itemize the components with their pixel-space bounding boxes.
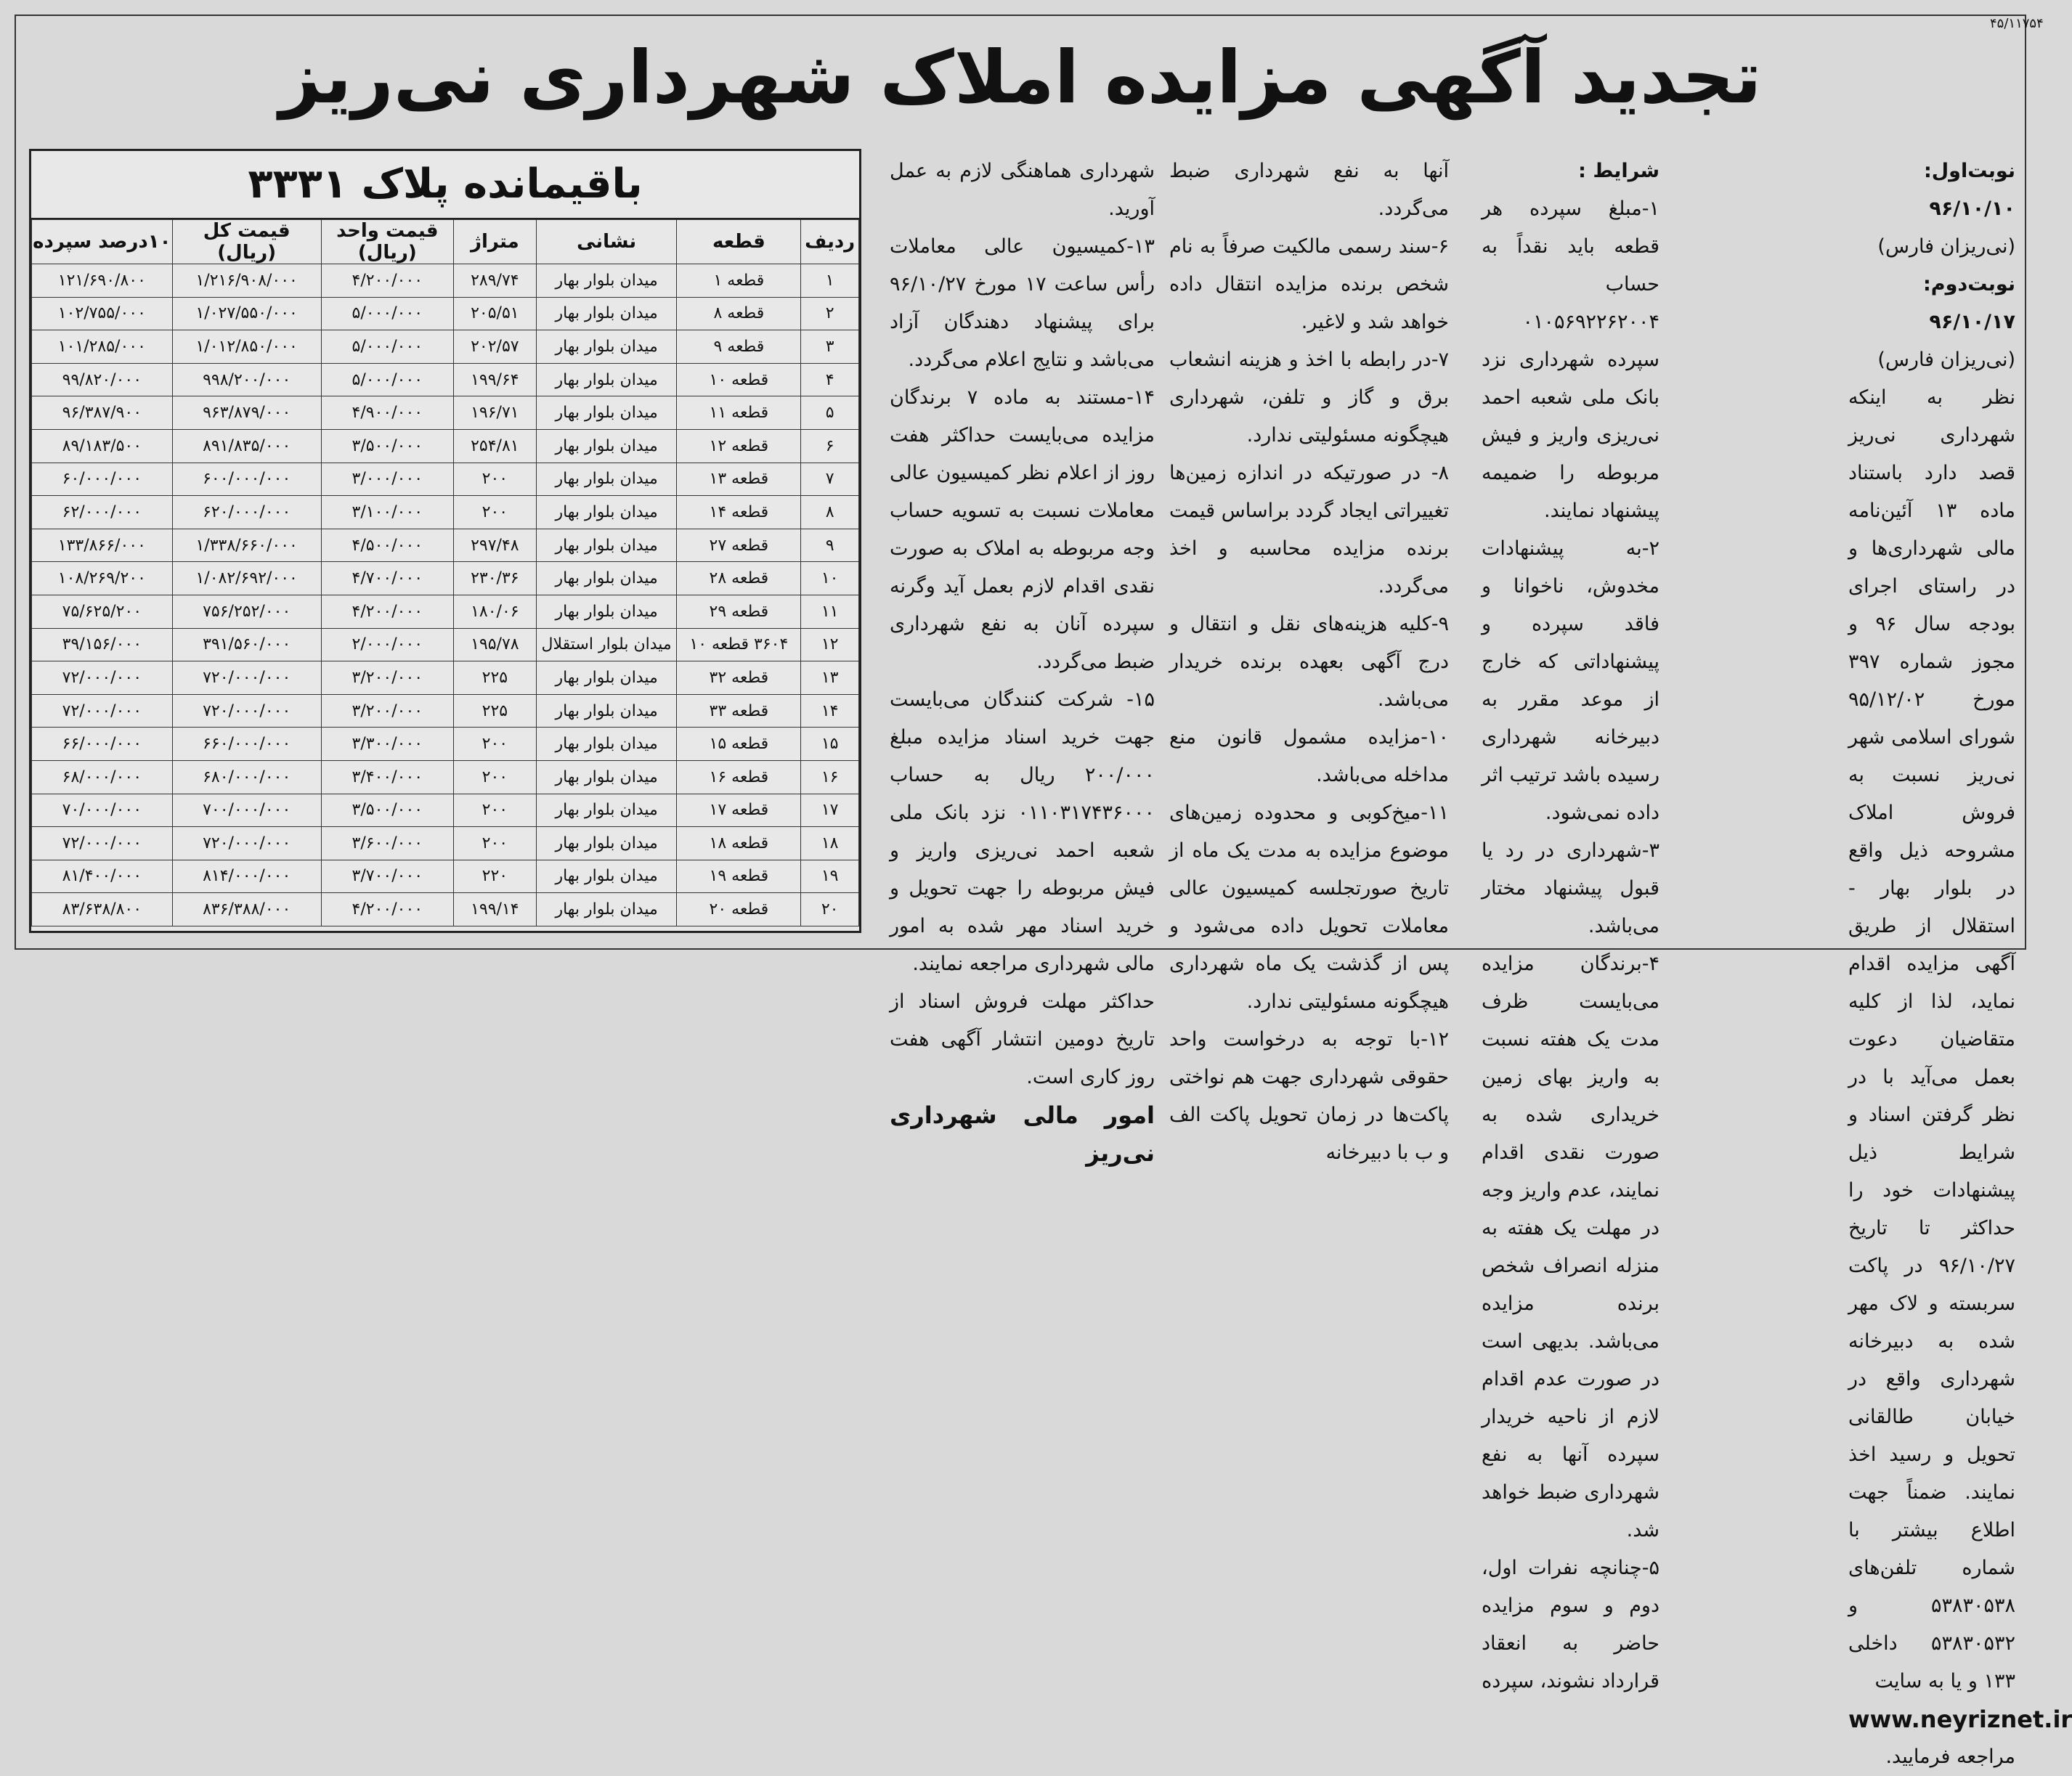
cell-total-price: ۷۲۰/۰۰۰/۰۰۰ (172, 827, 321, 860)
condition-15: ۱۵- شرکت کنندگان می‌بایست جهت خرید اسناد مزایده مبلغ ۲۰۰/۰۰۰ ریال به حساب ۰۱۱۰۳۱۷۴۳۶۰۰۰ نزد بانک ملی شعبه احمد نی‌ریزی واریز و فیش مربوطه را جهت تحویل و خرید اسناد مهر شده به امور مالی شهرداری مراجعه نمایند. (890, 688, 1155, 975)
cell-row-number: ۲ (801, 297, 859, 330)
table-row (32, 860, 859, 893)
cell-address: میدان بلوار بهار (536, 794, 677, 827)
cell-total-price: ۱/۰۸۲/۶۹۲/۰۰۰ (172, 562, 321, 595)
cell-total-price: ۷۰۰/۰۰۰/۰۰۰ (172, 794, 321, 827)
table-body (32, 264, 859, 926)
first-publisher: (نی‌ریزان فارس) (1877, 235, 2015, 258)
cell-deposit: ۹۹/۸۲۰/۰۰۰ (32, 363, 173, 396)
cell-row-number: ۶ (801, 429, 859, 463)
condition-10: ۱۰-مزایده مشمول قانون منع مداخله می‌باشد. (1169, 726, 1449, 786)
table-row (32, 694, 859, 728)
cell-unit-price: ۳/۵۰۰/۰۰۰ (321, 429, 453, 463)
cell-deposit: ۱۲۱/۶۹۰/۸۰۰ (32, 264, 173, 298)
condition-5: ۵-چنانچه نفرات اول، دوم و سوم مزایده حاضر به انعقاد قرارداد نشوند، سپرده (1482, 1557, 1659, 1693)
table-row (32, 760, 859, 794)
cell-parcel: قطعه ۲۷ (677, 529, 801, 562)
condition-4: ۴-برندگان مزایده می‌بایست ظرف مدت یک هفته نسبت به واریز بهای زمین خریداری شده به صورت نقدی اقدام نمایند، عدم واریز وجه در مهلت یک هفته به منزله انصراف شخص برنده مزایده می‌باشد. بدیهی است در صورت عدم اقدام لازم از ناحیه خریدار سپرده آنها به نفع شهرداری ضبط خواهد شد. (1482, 953, 1659, 1541)
cell-parcel: قطعه ۱۸ (677, 827, 801, 860)
cell-unit-price: ۳/۶۰۰/۰۰۰ (321, 827, 453, 860)
header-deposit: ۱۰درصد سپرده (32, 220, 173, 264)
cell-area: ۲۸۹/۷۴ (453, 264, 536, 298)
column-conditions-2 (1169, 152, 1449, 1172)
first-publication: نوبت‌اول: ۹۶/۱۰/۱۰ (1923, 160, 2015, 220)
table-row (32, 562, 859, 595)
header-parcel: قطعه (677, 220, 801, 264)
condition-12-cont: شهرداری هماهنگی لازم به عمل آورید. (890, 160, 1155, 220)
intro-paragraph: نظر به اینکه شهرداری نی‌ریز قصد دارد باستناد ماده ۱۳ آئین‌نامه مالی شهرداری‌ها و در راستای اجرای بودجه سال ۹۶ و مجوز شماره ۳۹۷ مورخ ۹۵/۱۲/۰۲ شورای اسلامی شهر نی‌ریز نسبت به فروش املاک مشروحه ذیل واقع در بلوار بهار - استقلال از طریق آگهی مزایده اقدام نماید، لذا از کلیه متقاضیان دعوت بعمل می‌آید با در نظر گرفتن اسناد و شرایط ذیل پیشنهادات خود را حداکثر تا تاریخ ۹۶/۱۰/۲۷ در پاکت سربسته و لاک مهر شده به دبیرخانه شهرداری واقع در خیابان طالقانی تحویل و رسید اخذ نمایند. ضمناً جهت اطلاع بیشتر با شماره تلفن‌های ۵۳۸۳۰۵۳۸ و ۵۳۸۳۰۵۳۲ داخلی ۱۳۳ و یا به سایت (1848, 386, 2015, 1693)
cell-address: میدان بلوار بهار (536, 728, 677, 761)
intro-closing: مراجعه فرمایید. (1885, 1746, 2015, 1768)
condition-6: ۶-سند رسمی مالکیت صرفاً به نام شخص برنده مزایده انتقال داده خواهد شد و لاغیر. (1169, 235, 1449, 333)
cell-total-price: ۳۹۱/۵۶۰/۰۰۰ (172, 628, 321, 661)
table-row (32, 396, 859, 430)
condition-1: ۱-مبلغ سپرده هر قطعه باید نقداً به حساب ۰۱۰۵۶۹۲۲۶۲۰۰۴ سپرده شهرداری نزد بانک ملی شعبه احمد نی‌ریزی واریز و فیش مربوطه را ضمیمه پیشنهاد نمایند. (1482, 197, 1659, 522)
cell-address: میدان بلوار بهار (536, 893, 677, 926)
notice-title: تجدید آگهی مزایده املاک شهرداری نی‌ریز (279, 35, 1762, 120)
cell-area: ۲۲۵ (453, 661, 536, 695)
document-deadline: حداکثر مهلت فروش اسناد از تاریخ دومین انتشار آگهی هفت روز کاری است. (890, 990, 1155, 1088)
parcels-table-box (29, 149, 861, 933)
cell-area: ۱۹۵/۷۸ (453, 628, 536, 661)
cell-parcel: قطعه ۱۶ (677, 760, 801, 794)
cell-row-number: ۵ (801, 396, 859, 430)
cell-area: ۲۰۰ (453, 794, 536, 827)
cell-unit-price: ۳/۲۰۰/۰۰۰ (321, 661, 453, 695)
cell-total-price: ۶۰۰/۰۰۰/۰۰۰ (172, 463, 321, 496)
cell-row-number: ۱۲ (801, 628, 859, 661)
cell-area: ۱۹۹/۱۴ (453, 893, 536, 926)
cell-deposit: ۸۳/۶۳۸/۸۰۰ (32, 893, 173, 926)
table-row (32, 893, 859, 926)
cell-row-number: ۱۹ (801, 860, 859, 893)
cell-parcel: قطعه ۱۳ (677, 463, 801, 496)
conditions-heading: شرایط : (1578, 160, 1659, 182)
cell-deposit: ۱۰۱/۲۸۵/۰۰۰ (32, 330, 173, 364)
cell-parcel: قطعه ۲۹ (677, 595, 801, 628)
cell-row-number: ۷ (801, 463, 859, 496)
cell-parcel: قطعه ۱ (677, 264, 801, 298)
cell-area: ۲۰۰ (453, 463, 536, 496)
cell-unit-price: ۳/۲۰۰/۰۰۰ (321, 694, 453, 728)
cell-area: ۲۰۰ (453, 760, 536, 794)
cell-address: میدان بلوار بهار (536, 694, 677, 728)
header-unit-price: قیمت واحد (ریال) (321, 220, 453, 264)
column-conditions-1 (1482, 152, 1659, 1700)
cell-row-number: ۸ (801, 496, 859, 529)
cell-total-price: ۷۲۰/۰۰۰/۰۰۰ (172, 694, 321, 728)
cell-row-number: ۱۰ (801, 562, 859, 595)
second-publisher: (نی‌ریزان فارس) (1877, 349, 2015, 371)
cell-area: ۲۰۲/۵۷ (453, 330, 536, 364)
table-row (32, 728, 859, 761)
cell-address: میدان بلوار بهار (536, 760, 677, 794)
header-area: متراژ (453, 220, 536, 264)
cell-deposit: ۷۲/۰۰۰/۰۰۰ (32, 661, 173, 695)
cell-deposit: ۹۶/۳۸۷/۹۰۰ (32, 396, 173, 430)
condition-9: ۹-کلیه هزینه‌های نقل و انتقال و درج آگهی بعهده برنده خریدار می‌باشد. (1169, 613, 1449, 711)
cell-row-number: ۱۳ (801, 661, 859, 695)
cell-parcel: قطعه ۱۴ (677, 496, 801, 529)
cell-unit-price: ۴/۲۰۰/۰۰۰ (321, 264, 453, 298)
cell-total-price: ۶۲۰/۰۰۰/۰۰۰ (172, 496, 321, 529)
cell-address: میدان بلوار بهار (536, 363, 677, 396)
cell-address: میدان بلوار بهار (536, 496, 677, 529)
cell-total-price: ۱/۳۳۸/۶۶۰/۰۰۰ (172, 529, 321, 562)
table-row (32, 827, 859, 860)
cell-parcel: قطعه ۲۰ (677, 893, 801, 926)
cell-area: ۲۵۴/۸۱ (453, 429, 536, 463)
cell-unit-price: ۳/۰۰۰/۰۰۰ (321, 463, 453, 496)
cell-address: میدان بلوار بهار (536, 297, 677, 330)
cell-row-number: ۴ (801, 363, 859, 396)
column-conditions-3 (890, 152, 1155, 1172)
table-header-row (32, 220, 859, 264)
cell-parcel: قطعه ۹ (677, 330, 801, 364)
second-publication: نوبت‌دوم: ۹۶/۱۰/۱۷ (1922, 273, 2015, 333)
cell-total-price: ۷۵۶/۲۵۲/۰۰۰ (172, 595, 321, 628)
cell-deposit: ۶۸/۰۰۰/۰۰۰ (32, 760, 173, 794)
cell-total-price: ۸۹۱/۸۳۵/۰۰۰ (172, 429, 321, 463)
cell-unit-price: ۳/۴۰۰/۰۰۰ (321, 760, 453, 794)
cell-address: میدان بلوار استقلال (536, 628, 677, 661)
cell-row-number: ۱۷ (801, 794, 859, 827)
cell-address: میدان بلوار بهار (536, 661, 677, 695)
cell-total-price: ۱/۲۱۶/۹۰۸/۰۰۰ (172, 264, 321, 298)
cell-parcel: قطعه ۱۷ (677, 794, 801, 827)
cell-address: میدان بلوار بهار (536, 827, 677, 860)
header-row-number: ردیف (801, 220, 859, 264)
condition-3: ۳-شهرداری در رد یا قبول پیشنهاد مختار می‌باشد. (1482, 839, 1659, 937)
cell-total-price: ۷۲۰/۰۰۰/۰۰۰ (172, 661, 321, 695)
table-row (32, 264, 859, 298)
table-row (32, 661, 859, 695)
cell-area: ۲۲۰ (453, 860, 536, 893)
cell-deposit: ۳۹/۱۵۶/۰۰۰ (32, 628, 173, 661)
condition-5-cont: آنها به نفع شهرداری ضبط می‌گردد. (1169, 160, 1449, 220)
table-row (32, 496, 859, 529)
cell-area: ۲۹۷/۴۸ (453, 529, 536, 562)
cell-address: میدان بلوار بهار (536, 463, 677, 496)
cell-unit-price: ۴/۲۰۰/۰۰۰ (321, 893, 453, 926)
cell-deposit: ۸۹/۱۸۳/۵۰۰ (32, 429, 173, 463)
cell-area: ۱۸۰/۰۶ (453, 595, 536, 628)
cell-address: میدان بلوار بهار (536, 330, 677, 364)
cell-deposit: ۶۶/۰۰۰/۰۰۰ (32, 728, 173, 761)
notice-id: ۴۵/۱۱۷۵۴ (1990, 16, 2044, 31)
cell-area: ۲۰۵/۵۱ (453, 297, 536, 330)
cell-unit-price: ۴/۵۰۰/۰۰۰ (321, 529, 453, 562)
cell-total-price: ۱/۰۲۷/۵۵۰/۰۰۰ (172, 297, 321, 330)
cell-area: ۲۰۰ (453, 728, 536, 761)
cell-parcel: قطعه ۱۱ (677, 396, 801, 430)
cell-row-number: ۳ (801, 330, 859, 364)
cell-deposit: ۶۰/۰۰۰/۰۰۰ (32, 463, 173, 496)
cell-total-price: ۶۸۰/۰۰۰/۰۰۰ (172, 760, 321, 794)
cell-parcel: قطعه ۱۵ (677, 728, 801, 761)
cell-parcel: قطعه ۱۲ (677, 429, 801, 463)
condition-13: ۱۳-کمیسیون عالی معاملات رأس ساعت ۱۷ مورخ ۹۶/۱۰/۲۷ برای پیشنهاد دهندگان آزاد می‌باشد و نتایج اعلام می‌گردد. (890, 235, 1155, 371)
cell-area: ۲۳۰/۳۶ (453, 562, 536, 595)
cell-total-price: ۹۹۸/۲۰۰/۰۰۰ (172, 363, 321, 396)
cell-address: میدان بلوار بهار (536, 595, 677, 628)
table-row (32, 529, 859, 562)
table-title: باقیمانده پلاک ۳۳۳۱ (31, 151, 859, 219)
cell-row-number: ۱۴ (801, 694, 859, 728)
table-row (32, 429, 859, 463)
cell-total-price: ۹۶۳/۸۷۹/۰۰۰ (172, 396, 321, 430)
table-row (32, 330, 859, 364)
parcels-table (31, 219, 859, 926)
cell-area: ۲۲۵ (453, 694, 536, 728)
cell-total-price: ۸۱۴/۰۰۰/۰۰۰ (172, 860, 321, 893)
cell-parcel: قطعه ۳۳ (677, 694, 801, 728)
cell-address: میدان بلوار بهار (536, 529, 677, 562)
cell-parcel: ۳۶۰۴ قطعه ۱۰ (677, 628, 801, 661)
condition-12: ۱۲-با توجه به درخواست واحد حقوقی شهرداری جهت هم نواختی پاکت‌ها در زمان تحویل پاکت الف و ب با دبیرخانه (1169, 1028, 1449, 1164)
cell-address: میدان بلوار بهار (536, 396, 677, 430)
cell-unit-price: ۳/۵۰۰/۰۰۰ (321, 794, 453, 827)
table-row (32, 628, 859, 661)
cell-unit-price: ۳/۱۰۰/۰۰۰ (321, 496, 453, 529)
cell-row-number: ۱ (801, 264, 859, 298)
cell-unit-price: ۴/۹۰۰/۰۰۰ (321, 396, 453, 430)
cell-deposit: ۶۲/۰۰۰/۰۰۰ (32, 496, 173, 529)
table-row (32, 463, 859, 496)
cell-row-number: ۲۰ (801, 893, 859, 926)
cell-deposit: ۷۰/۰۰۰/۰۰۰ (32, 794, 173, 827)
header-total-price: قیمت کل (ریال) (172, 220, 321, 264)
cell-parcel: قطعه ۸ (677, 297, 801, 330)
cell-unit-price: ۴/۲۰۰/۰۰۰ (321, 595, 453, 628)
cell-unit-price: ۳/۷۰۰/۰۰۰ (321, 860, 453, 893)
cell-address: میدان بلوار بهار (536, 860, 677, 893)
cell-row-number: ۹ (801, 529, 859, 562)
signature: امور مالی شهرداری نی‌ریز (890, 1101, 1155, 1167)
cell-deposit: ۷۵/۶۲۵/۲۰۰ (32, 595, 173, 628)
cell-unit-price: ۴/۷۰۰/۰۰۰ (321, 562, 453, 595)
cell-unit-price: ۲/۰۰۰/۰۰۰ (321, 628, 453, 661)
cell-area: ۱۹۶/۷۱ (453, 396, 536, 430)
cell-deposit: ۷۲/۰۰۰/۰۰۰ (32, 694, 173, 728)
cell-deposit: ۷۲/۰۰۰/۰۰۰ (32, 827, 173, 860)
cell-total-price: ۶۶۰/۰۰۰/۰۰۰ (172, 728, 321, 761)
cell-deposit: ۱۳۳/۸۶۶/۰۰۰ (32, 529, 173, 562)
cell-parcel: قطعه ۱۹ (677, 860, 801, 893)
cell-row-number: ۱۶ (801, 760, 859, 794)
cell-deposit: ۱۰۸/۲۶۹/۲۰۰ (32, 562, 173, 595)
cell-parcel: قطعه ۱۰ (677, 363, 801, 396)
cell-deposit: ۸۱/۴۰۰/۰۰۰ (32, 860, 173, 893)
table-row (32, 595, 859, 628)
column-intro (1848, 152, 2072, 1776)
cell-area: ۲۰۰ (453, 827, 536, 860)
table-row (32, 297, 859, 330)
header-address: نشانی (536, 220, 677, 264)
cell-total-price: ۸۳۶/۳۸۸/۰۰۰ (172, 893, 321, 926)
condition-14: ۱۴-مستند به ماده ۷ برندگان مزایده می‌بایست حداکثر هفت روز از اعلام نظر کمیسیون عالی معاملات نسبت به تسویه حساب وجه مربوطه به املاک به صورت نقدی اقدام لازم بعمل آید وگرنه سپرده آنان به نفع شهرداری ضبط می‌گردد. (890, 386, 1155, 673)
cell-parcel: قطعه ۲۸ (677, 562, 801, 595)
cell-area: ۲۰۰ (453, 496, 536, 529)
condition-8: ۸- در صورتیکه در اندازه زمین‌ها تغییراتی ایجاد گردد براساس قیمت برنده مزایده محاسبه و اخذ می‌گردد. (1169, 462, 1449, 598)
table-row (32, 363, 859, 396)
cell-address: میدان بلوار بهار (536, 429, 677, 463)
cell-total-price: ۱/۰۱۲/۸۵۰/۰۰۰ (172, 330, 321, 364)
cell-unit-price: ۵/۰۰۰/۰۰۰ (321, 297, 453, 330)
cell-address: میدان بلوار بهار (536, 264, 677, 298)
cell-row-number: ۱۱ (801, 595, 859, 628)
condition-11: ۱۱-میخ‌کوبی و محدوده زمین‌های موضوع مزایده به مدت یک ماه از تاریخ صورتجلسه کمیسیون عالی معاملات تحویل داده می‌شود و پس از گذشت یک ماه شهرداری هیچگونه مسئولیتی ندارد. (1169, 802, 1449, 1013)
condition-7: ۷-در رابطه با اخذ و هزینه انشعاب برق و گاز و تلفن، شهرداری هیچگونه مسئولیتی ندارد. (1169, 349, 1449, 447)
website-link[interactable]: www.neyriznet.ir (1848, 1706, 2072, 1733)
condition-2: ۲-به پیشنهادات مخدوش، ناخوانا و فاقد سپرده و پیشنهاداتی که خارج از موعد مقرر به دبیرخانه شهرداری رسیده باشد ترتیب اثر داده نمی‌شود. (1482, 537, 1659, 824)
cell-deposit: ۱۰۲/۷۵۵/۰۰۰ (32, 297, 173, 330)
table-row (32, 794, 859, 827)
cell-unit-price: ۵/۰۰۰/۰۰۰ (321, 363, 453, 396)
cell-parcel: قطعه ۳۲ (677, 661, 801, 695)
cell-unit-price: ۳/۳۰۰/۰۰۰ (321, 728, 453, 761)
cell-unit-price: ۵/۰۰۰/۰۰۰ (321, 330, 453, 364)
cell-row-number: ۱۵ (801, 728, 859, 761)
cell-address: میدان بلوار بهار (536, 562, 677, 595)
cell-area: ۱۹۹/۶۴ (453, 363, 536, 396)
cell-row-number: ۱۸ (801, 827, 859, 860)
